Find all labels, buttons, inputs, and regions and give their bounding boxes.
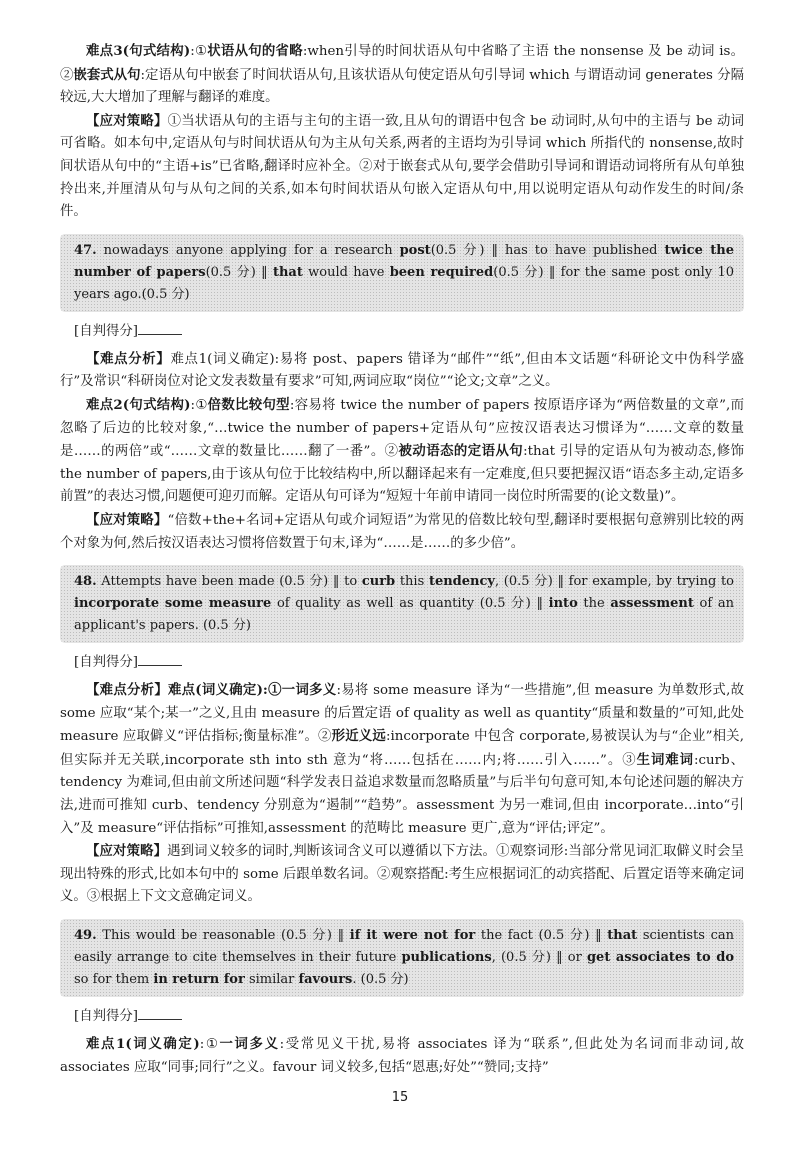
strategy-paragraph-2: 【应对策略】“倍数+the+名词+定语从句或介词短语”为常见的倍数比较句型,翻译时要根据句意辨别比较的两个对象为何,然后按汉语表达习惯将倍数置于句末,译为“……是……的多少倍”。 [60, 511, 744, 551]
difficulty-3-paragraph: 难点3(句式结构):①状语从句的省略:when引导的时间状语从句中省略了主语 the nonsense 及 be 动词 is。②嵌套式从句:定语从句中嵌套了时间状语从句,且该状语从句使定语从句引导词 which 与谓语动词 generates 分隔较远,大大增加了理解与翻译的难度。 [60, 43, 745, 106]
analysis-paragraph-49: 难点1(词义确定):①一词多义:受常见义干扰,易将 associates 译为“联系”,但此处为名词而非动词,故 associates 应取“同事;同行”之义。favour 词义较多,包括“恩惠;好处”“赞同;支持” [60, 1036, 744, 1075]
analysis-paragraph-48: 【难点分析】难点(词义确定):①一词多义:易将 some measure 译为“一些措施”,但 measure 为单数形式,故 some 应取“某个;某一”之义,且由 measure 的后置定语 of quality as well as quantity“质量和数量的”可知,此处 measure 应取僻义“评估指标;衡量标准”。②形近义远:incorporate 中包含 corporate,易被误认为与“企业”相关,但实际并无关联,incorporate sth into sth 意为“将……包括在……内;将……引入……”。③生词难词:curb、tendency 为难词,但由前文所述问题“科学发表日益追求数量而忽略质量”与后半句句意可知,本句论述问题的解决方法,进而可推知 curb、tendency 分别意为“遏制”“趋势”。assessment 为另一难词,但由 incorporate…into“引入”及 measure“评估指标”可推知,assessment 的范畴比 measure 更广,意为“评估;评定”。 [60, 682, 745, 836]
question-48-text: 48. Attempts have been made (0.5 分) ‖ to curb this tendency, (0.5 分) ‖ for example, by trying to incorporate some measure of quality as well as quantity (0.5 分) ‖ into the assessment of an applicant's papers. (0.5 分) [74, 574, 734, 634]
strategy-paragraph-3: 【应对策略】遇到词义较多的词时,判断该词含义可以遵循以下方法。①观察词形:当部分常见词汇取僻义时会呈现出特殊的形式,比如本句中的 some 后跟单数名词。②观察搭配:考生应根据词汇的动宾搭配、后置定语等来确定词义。③根据上下文文意确定词义。 [60, 843, 745, 905]
score-blank[interactable] [138, 1005, 182, 1020]
question-49-text: 49. This would be reasonable (0.5 分) ‖ if it were not for the fact (0.5 分) ‖ that scientists can easily arrange to cite themselves in their future publications, (0.5 分) ‖ or get associates to do so for them in return for similar favours. (0.5 分) [74, 928, 735, 988]
analysis-paragraph-47: 【难点分析】难点1(词义确定):易将 post、papers 错译为“邮件”“纸”,但由本文话题“科研论文中伪科学盛行”及常识“科研岗位对论文发表数量有要求”可知,两词应取“岗位”“论文;文章”之义。 [60, 350, 744, 390]
question-47-text: 47. nowadays anyone applying for a research post(0.5 分) ‖ has to have published twice the number of papers(0.5 分) ‖ that would have been required(0.5 分) ‖ for the same post only 10 years ago.(0.5 分) [74, 242, 735, 302]
page-number: 15 [391, 1090, 409, 1105]
self-score-48: [自判得分] [74, 651, 744, 675]
self-score-49: [自判得分] [74, 1005, 744, 1029]
self-score-47: [自判得分] [74, 320, 744, 344]
score-blank[interactable] [138, 320, 182, 335]
strategy-paragraph-1: 【应对策略】①当状语从句的主语与主句的主语一致,且从句的谓语中包含 be 动词时,从句中的主语与 be 动词可省略。如本句中,定语从句与时间状语从句为主从句关系,两者的主语均为引导词 which 所指代的 nonsense,故时间状语从句中的“主语+is”已省略,翻译时应补全。②对于嵌套式从句,要学会借助引导词和谓语动词将所有从句单独拎出来,并厘清从句与从句之间的关系,如本句时间状语从句嵌入定语从句中,用以说明定语从句动作发生的时间/条件。 [60, 112, 745, 220]
difficulty-2-paragraph: 难点2(句式结构):①倍数比较句型:容易将 twice the number of papers 按原语序译为“两倍数量的文章”,而忽略了后边的比较对象,“…twice the number of papers+定语从句”应按汉语表达习惯译为“……文章的数量是……的两倍”或“……文章的数量比……翻了一番”。②被动语态的定语从句:that 引导的定语从句为被动态,修饰 the number of papers,由于该从句位于比较结构中,所以翻译起来有一定难度,但只要把握汉语“语态多主动,定语多前置”的表达习惯,问题便可迎刃而解。定语从句可译为“短短十年前申请同一岗位时所需要的(论文数量)”。 [60, 396, 744, 505]
question-48-box [60, 565, 744, 643]
score-blank[interactable] [138, 651, 182, 666]
question-47-box [60, 234, 744, 312]
question-49-box [60, 919, 744, 997]
